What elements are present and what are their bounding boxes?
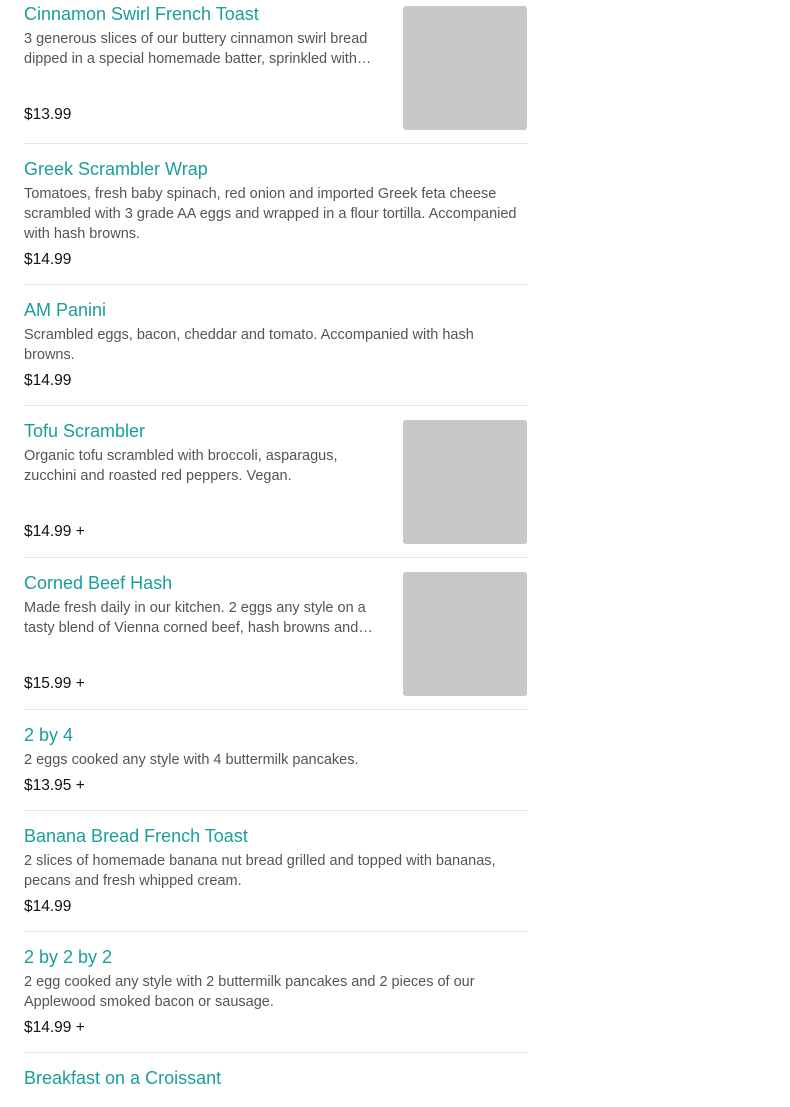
item-name: Cinnamon Swirl French Toast — [24, 4, 259, 24]
item-description: 2 egg cooked any style with 2 buttermilk pancakes and 2 pieces of our Applewood smoked bacon or sausage. — [24, 974, 475, 1010]
item-name: 2 by 2 by 2 — [24, 947, 113, 967]
item-thumbnail-placeholder[interactable] — [403, 420, 527, 544]
item-price: $14.99 — [24, 898, 72, 915]
item-description: 3 generous slices of our buttery cinnamon swirl bread dipped in a special homemade batter, sprinkled with… — [24, 31, 372, 67]
item-name: Breakfast on a Croissant — [24, 1068, 222, 1088]
item-description: Organic tofu scrambled with broccoli, asparagus, zucchini and roasted red peppers. Vegan. — [24, 448, 338, 484]
item-price: $13.95 + — [24, 777, 85, 794]
menu-item-breakfast-on-a-croissant[interactable] — [24, 1053, 527, 1107]
item-price: $14.99 — [24, 251, 72, 268]
item-price: $14.99 — [24, 372, 72, 389]
item-price: $13.99 — [24, 106, 72, 123]
item-price: $14.99 + — [24, 1019, 85, 1036]
item-name: Corned Beef Hash — [24, 573, 173, 593]
item-thumbnail-placeholder[interactable] — [403, 572, 527, 696]
menu-item-am-panini[interactable] — [24, 285, 527, 406]
menu-item-corned-beef-hash[interactable] — [24, 558, 527, 710]
item-price: $14.99 + — [24, 523, 85, 540]
item-name: 2 by 4 — [24, 725, 74, 745]
menu-item-2-by-4[interactable] — [24, 710, 527, 811]
item-name: Greek Scrambler Wrap — [24, 159, 208, 179]
item-thumbnail-placeholder[interactable] — [403, 6, 527, 130]
item-description: Made fresh daily in our kitchen. 2 eggs any style on a tasty blend of Vienna corned beef, hash browns and… — [24, 600, 373, 636]
menu-item-list — [24, 0, 527, 1107]
menu-item-cinnamon-swirl-french-toast[interactable] — [24, 3, 527, 144]
item-name: Tofu Scrambler — [24, 421, 146, 441]
item-name: Banana Bread French Toast — [24, 826, 248, 846]
item-price: $15.99 + — [24, 675, 85, 692]
item-description: 2 slices of homemade banana nut bread grilled and topped with bananas, pecans and fresh whipped cream. — [24, 853, 496, 889]
item-description: 2 eggs cooked any style with 4 buttermilk pancakes. — [24, 752, 359, 768]
menu-item-2-by-2-by-2[interactable] — [24, 932, 527, 1053]
item-name: AM Panini — [24, 300, 107, 320]
item-description: Scrambled eggs, bacon, cheddar and tomato. Accompanied with hash browns. — [24, 327, 474, 363]
menu-item-greek-scrambler-wrap[interactable] — [24, 144, 527, 285]
menu-item-tofu-scrambler[interactable] — [24, 406, 527, 558]
item-description: Tomatoes, fresh baby spinach, red onion and imported Greek feta cheese scrambled with 3 grade AA eggs and wrapped in a flour tortilla. Accompanied with hash browns. — [24, 186, 517, 242]
menu-item-banana-bread-french-toast[interactable] — [24, 811, 527, 932]
